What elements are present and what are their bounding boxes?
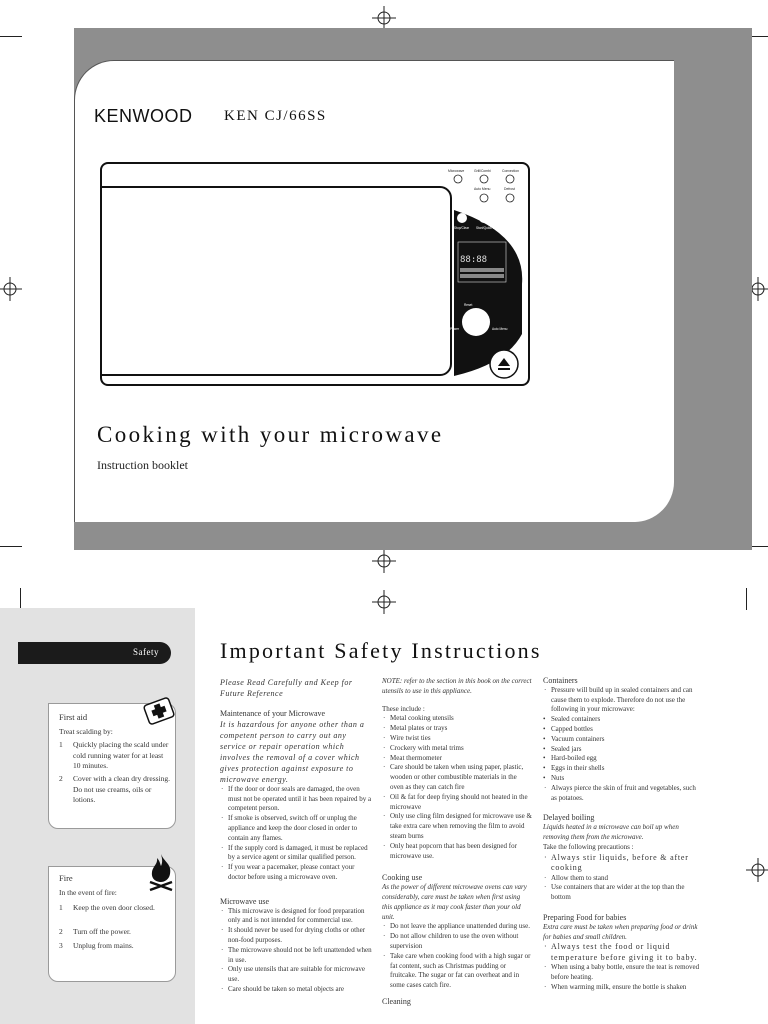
fire-step	[59, 927, 171, 938]
fire-title: Fire	[59, 873, 73, 883]
crop-mark	[746, 588, 747, 610]
babies-heading: Preparing Food for babies	[543, 912, 627, 922]
boiling-heading: Delayed boiling	[543, 813, 595, 823]
list-item: · Pressure will build up in sealed containers and can cause them to explode. Therefore do not use the following in your microwave:	[543, 686, 703, 715]
microwave-button-label: Convection	[502, 169, 519, 173]
list-item: • Capped bottles	[543, 725, 703, 735]
list-item: · If you wear a pacemaker, please contact your doctor before using a microwave oven.	[220, 863, 372, 883]
step-number: 2	[59, 927, 63, 936]
microwave-display-digits: 88:88	[460, 255, 488, 265]
step-number: 1	[59, 903, 63, 912]
fire-icon	[146, 852, 176, 892]
list-item: · Always test the food or liquid temperature before giving it to baby.	[543, 942, 703, 963]
cover-title: Cooking with your microwave	[97, 422, 444, 447]
first-aid-intro: Treat scalding by:	[59, 727, 113, 736]
list-item: · Meat thermometer	[382, 754, 532, 764]
step-number: 3	[59, 941, 63, 950]
step-number: 2	[59, 774, 63, 783]
list-item: · Always stir liquids, before & after cooking	[543, 853, 703, 874]
first-aid-step	[59, 774, 171, 806]
crop-mark	[0, 546, 22, 547]
list-item: · If the door or door seals are damaged, the oven must not be operated until it has been repaired by a competent person.	[220, 785, 372, 814]
list-item: · Care should be taken when using paper, plastic, wooden or other combustible materials in the oven as they can catch fire	[382, 763, 532, 792]
maintenance-warning: It is hazardous for anyone other than a competent person to carry out any service or repair operation which involves the removal of a cover which gives protection against exposure to microwave energy.	[220, 719, 365, 784]
list-item: · If the supply cord is damaged, it must be replaced by a service agent or similar qualified person.	[220, 844, 372, 864]
microwave-dial-label: Reset	[464, 303, 473, 307]
containers-heading: Containers	[543, 676, 578, 685]
step-text: Quickly placing the scald under cold running water for at least 10 minutes.	[73, 740, 169, 770]
list-item: · Metal plates or trays	[382, 724, 532, 734]
step-number: 1	[59, 740, 63, 749]
first-aid-kit-icon	[140, 694, 178, 728]
list-item: • Sealed jars	[543, 745, 703, 755]
step-text: Turn off the power.	[73, 927, 131, 936]
column-containers	[543, 676, 703, 993]
list-item: · This microwave is designed for food preparation only and is not intended for commercial use.	[220, 907, 372, 927]
registration-mark-icon	[0, 277, 22, 301]
read-note: Please Read Carefully and Keep for Future Reference	[220, 678, 353, 698]
fire-intro: In the event of fire:	[59, 888, 117, 897]
cooking-warning: As the power of different microwave ovens can vary considerably, care must be taken when first using this appliance as it may cook faster than your old unit.	[382, 883, 527, 921]
list-item: · Only heat popcorn that has been designed for microwave use.	[382, 842, 532, 862]
list-item: · Do not leave the appliance unattended during use.	[382, 922, 532, 932]
list-item: · Metal cooking utensils	[382, 714, 532, 724]
microwave-control-panel	[446, 164, 528, 384]
microwave-button	[506, 175, 514, 183]
list-item: • Sealed containers	[543, 715, 703, 725]
microwave-button-label: Microwave	[448, 169, 465, 173]
microwave-dial	[462, 308, 490, 336]
microwave-button-label: Defrost	[504, 187, 515, 191]
cleaning-heading: Cleaning	[382, 996, 411, 1006]
babies-warning: Extra care must be taken when preparing food or drink for babies and small children.	[543, 922, 698, 941]
list-item: • Vacuum containers	[543, 735, 703, 745]
registration-mark-icon	[372, 549, 396, 573]
microwave-button	[480, 194, 488, 202]
first-aid-title: First aid	[59, 712, 88, 722]
maintenance-heading: Maintenance of your Microwave	[220, 709, 326, 718]
step-text: Cover with a clean dry dressing. Do not use creams, oils or lotions.	[73, 774, 171, 804]
cover-subtitle: Instruction booklet	[97, 458, 188, 472]
microwave-button-label: Grill/Combi	[474, 169, 491, 173]
microwave-button	[454, 175, 462, 183]
microwave-button	[480, 175, 488, 183]
boiling-warning: Liquids heated in a microwave can boil up when removing them from the microwave.	[543, 823, 679, 841]
first-aid-step	[59, 740, 171, 772]
fire-step	[59, 903, 171, 914]
column-maintenance	[220, 677, 372, 995]
step-text: Unplug from mains.	[73, 941, 134, 950]
list-item: · Crockery with metal trims	[382, 744, 532, 754]
list-item: · Wire twist ties	[382, 734, 532, 744]
list-item: · When warming milk, ensure the bottle is shaken	[543, 983, 703, 993]
list-item: · Use containers that are wider at the top than the bottom	[543, 883, 703, 903]
list-item: · Only use cling film designed for microwave use & take extra care when removing the film to avoid steam burns	[382, 812, 532, 841]
list-item: · Take care when cooking food with a high sugar or fat content, such as Christmas pudding or fruitcake. The sugar or fat can overheat and in some cases catch fire.	[382, 952, 532, 991]
list-item: · Only use utensils that are suitable for microwave use.	[220, 965, 372, 985]
step-text: Keep the oven door closed.	[73, 903, 155, 912]
list-item: · Allow them to stand	[543, 874, 703, 884]
list-item: · Always pierce the skin of fruit and vegetables, such as potatoes.	[543, 784, 703, 804]
include-heading: These include :	[382, 704, 425, 713]
model-number: KEN CJ/66SS	[224, 108, 327, 124]
microwave-button	[506, 194, 514, 202]
crop-mark	[20, 588, 21, 610]
cooking-heading: Cooking use	[382, 873, 423, 883]
microwave-dial-label: Auto Menu	[492, 327, 508, 331]
list-item: · Care should be taken so metal objects are	[220, 985, 372, 995]
registration-mark-icon	[372, 590, 396, 614]
microwave-door	[100, 186, 452, 376]
registration-mark-icon	[372, 6, 396, 30]
list-item: • Eggs in their shells	[543, 764, 703, 774]
safety-tab: Safety	[18, 642, 171, 664]
crop-mark	[0, 36, 22, 37]
list-item: · If smoke is observed, switch off or unplug the appliance and keep the door closed in order to contain any flames.	[220, 814, 372, 843]
microwave-button-label: Auto Menu	[474, 187, 491, 191]
list-item: · When using a baby bottle, ensure the teat is removed before heating.	[543, 963, 703, 983]
list-item: · It should never be used for drying cloths or other non-food purposes.	[220, 926, 372, 946]
list-item: · Do not allow children to use the oven without supervision	[382, 932, 532, 952]
list-item: · The microwave should not be left unattended when in use.	[220, 946, 372, 966]
list-item: • Nuts	[543, 774, 703, 784]
microwave-button-label: Stop/Clear	[454, 226, 470, 230]
column-utensils	[382, 677, 532, 1007]
boiling-intro: Take the following precautions :	[543, 842, 634, 851]
list-item: · Oil & fat for deep frying should not heated in the microwave	[382, 793, 532, 813]
microwave-button	[457, 213, 467, 223]
microwave-dial-label: Power	[450, 327, 460, 331]
list-item: • Hard-boiled egg	[543, 754, 703, 764]
use-heading: Microwave use	[220, 896, 270, 906]
section-title: Important Safety Instructions	[220, 638, 542, 663]
utensil-note: NOTE: refer to the section in this book on the correct utensils to use in this appliance.	[382, 677, 532, 695]
microwave-button-label: Start/Quick Start	[476, 226, 500, 230]
brand-logo: KENWOOD	[94, 106, 193, 126]
registration-mark-icon	[746, 858, 768, 882]
fire-step	[59, 941, 171, 952]
microwave-button	[479, 213, 489, 223]
